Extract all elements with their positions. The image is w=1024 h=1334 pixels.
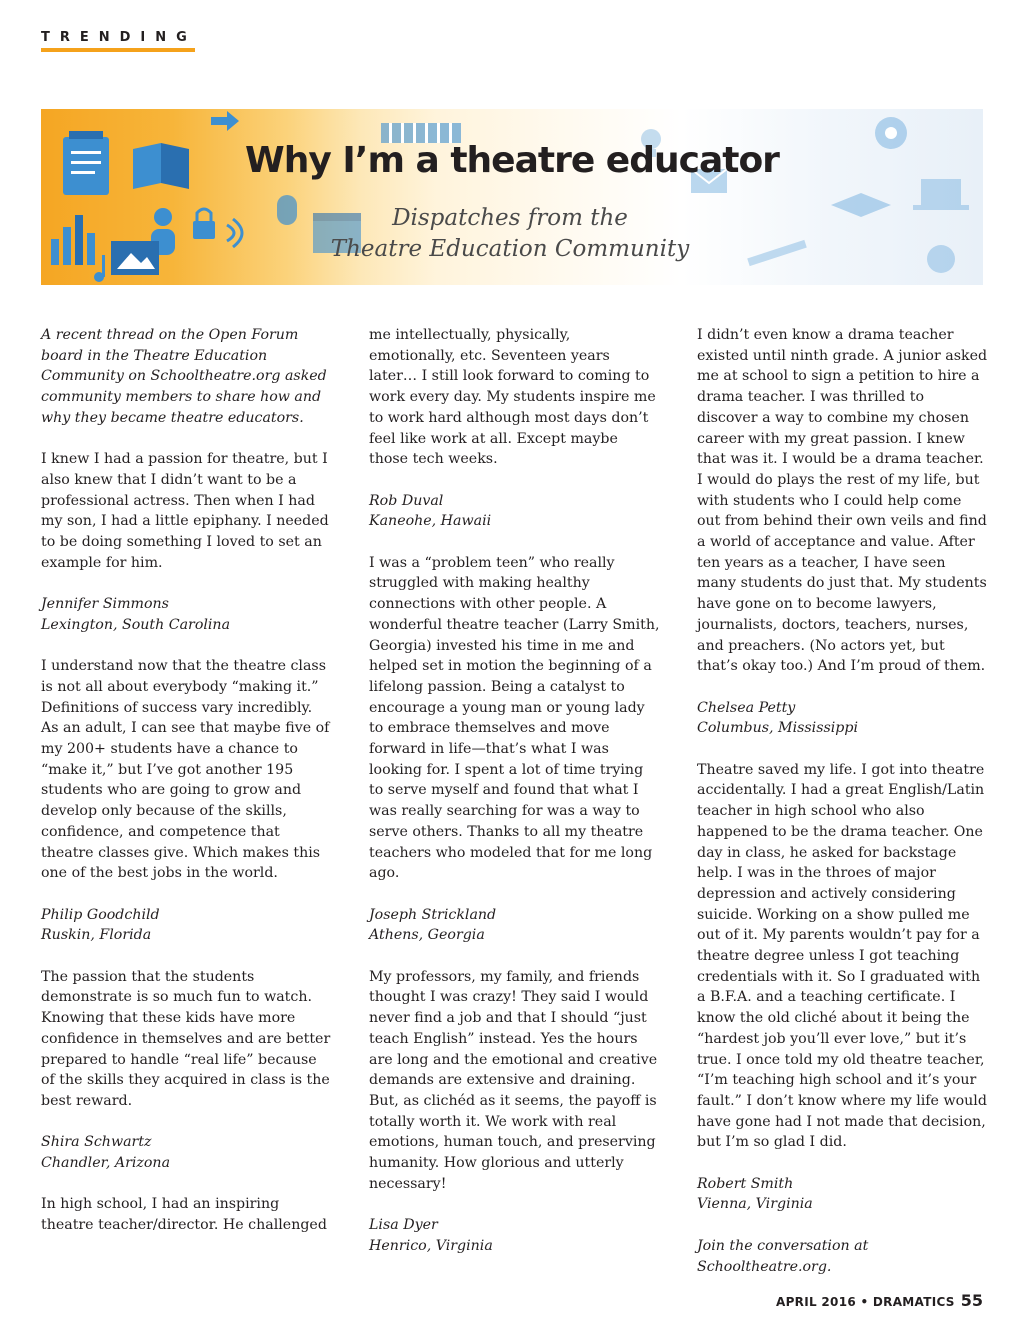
byline-name: Rob Duval [369, 492, 444, 509]
byline-location: Columbus, Mississippi [697, 720, 859, 737]
lock-icon [193, 209, 215, 239]
byline [697, 1174, 989, 1215]
intro-paragraph: A recent thread on the Open Forum board in the Theatre Education Community on Schooltheatre.org asked community members to share how and why they became theatre educators. [41, 327, 327, 426]
byline-location: Henrico, Virginia [369, 1237, 493, 1254]
byline [369, 1215, 661, 1256]
subtitle-line: Dispatches from the [392, 205, 628, 231]
byline-location: Vienna, Virginia [697, 1196, 813, 1213]
body-paragraph: me intellectually, physically, emotionally, etc. Seventeen years later… I still look forward to coming to work every day. My students inspire me to work hard although most days don’t feel like work at all. Except maybe those tech weeks. [369, 327, 656, 468]
body-paragraph: Theatre saved my life. I got into theatre accidentally. I had a great English/Latin teacher in high school who also happened to be the drama teacher. One day in class, he asked for backstage help. I was in the throes of major depression and actively considering suicide. Working on a show pulled me out of it. My parents wouldn’t pay for a theatre degree unless I got teaching credentials with it. So I graduated with a B.F.A. and a teaching certificate. I know the old cliché about it being the “hardest job you’ll ever love,” but it’s true. I once told my old theatre teacher, “I’m teaching high school and it’s your fault.” I don’t know where my life would have gone had I not made that decision, but I’m so glad I did. [697, 761, 987, 1151]
byline-name: Lisa Dyer [369, 1217, 438, 1234]
byline [41, 594, 333, 635]
byline-location: Kaneohe, Hawaii [369, 513, 492, 530]
body-paragraph: In high school, I had an inspiring theatre teacher/director. He challenged [41, 1196, 327, 1234]
subtitle-line: Theatre Education Community [330, 236, 690, 262]
photo-icon [111, 241, 159, 275]
closing-invitation: Join the conversation at Schooltheatre.org. [697, 1237, 869, 1275]
byline [41, 905, 333, 946]
body-paragraph: I understand now that the theatre class is not all about everybody “making it.” Definitions of success vary incredibly. As an adult, I can see that maybe five of my 200+ students have a chance to “make it,” but I’ve got another 195 students who are going to grow and develop only because of the skills, confidence, and competence that theatre classes give. Which makes this one of the best jobs in the world. [41, 658, 330, 882]
chart-icon [51, 215, 95, 265]
byline-name: Joseph Strickland [369, 906, 497, 923]
section-label: TRENDING [41, 30, 197, 45]
byline [697, 698, 989, 739]
article-column-2 [369, 325, 661, 1257]
byline-location: Lexington, South Carolina [41, 616, 231, 633]
music-note-icon [94, 255, 105, 282]
article-column-1 [41, 325, 333, 1236]
byline [41, 1132, 333, 1173]
pencil-icon [747, 240, 807, 266]
body-paragraph: I didn’t even know a drama teacher existed until ninth grade. A junior asked me at school to sign a petition to hire a drama teacher. I was thrilled to discover a way to combine my chosen career with my great passion. I knew that was it. I would be a drama teacher. I would do plays the rest of my life, but with students who I could help come out from behind their own veils and find a world of acceptance and value. After ten years as a teacher, I have seen many students do just that. My students have gone on to become lawyers, journalists, doctors, teachers, nurses, and preachers. (No actors yet, but that’s okay too.) And I’m proud of them. [697, 327, 988, 675]
pie-chart-icon [927, 245, 955, 273]
body-paragraph: I was a “problem teen” who really struggled with making healthy connections with other people. A wonderful theatre teacher (Larry Smith, Georgia) invested his time in me and helped set in motion the beginning of a lifelong passion. Being a catalyst to encourage a young man or young lady to embrace themselves and move forward in life—that’s what I was looking for. I spent a lot of time trying to serve myself and found that what I was really searching for was a way to serve others. Thanks to all my theatre teachers who modeled that for me long ago. [369, 554, 660, 882]
byline-name: Chelsea Petty [697, 699, 796, 716]
page-number: 55 [960, 1291, 983, 1310]
byline-name: Jennifer Simmons [41, 596, 169, 613]
byline [369, 905, 661, 946]
byline [369, 491, 661, 532]
mouse-icon [277, 195, 297, 225]
article-column-3 [697, 325, 989, 1277]
body-paragraph: I knew I had a passion for theatre, but I also knew that I didn’t want to be a professional actress. Then when I had my son, I had a little epiphany. I needed to be doing something I loved to set an example for him. [41, 451, 329, 571]
body-paragraph: The passion that the students demonstrate is so much fun to watch. Knowing that these kids have more confidence in themselves and are better prepared to handle “real life” because of the skills they acquired in class is the best reward. [41, 968, 331, 1109]
byline-location: Ruskin, Florida [41, 927, 152, 944]
byline-name: Robert Smith [697, 1175, 794, 1192]
issue-label: APRIL 2016 • DRAMATICS [775, 1295, 955, 1309]
wifi-icon [227, 219, 242, 247]
body-paragraph: My professors, my family, and friends thought I was crazy! They said I would never find a job and that I should “just teach English” instead. Yes the hours are long and the emotional and creative demands are extensive and draining. But, as clichéd as it seems, the payoff is totally worth it. We work with real emotions, human touch, and preserving humanity. How glorious and utterly necessary! [369, 968, 658, 1192]
byline-location: Chandler, Arizona [41, 1155, 171, 1172]
byline-location: Athens, Georgia [369, 927, 485, 944]
byline-name: Philip Goodchild [41, 906, 160, 923]
byline-name: Shira Schwartz [41, 1134, 152, 1151]
graduation-cap-icon [831, 193, 891, 217]
subtitle [300, 203, 720, 265]
laptop-icon [913, 179, 969, 210]
page-footer [776, 1291, 983, 1310]
page-title: Why I’m a theatre educator [245, 140, 779, 181]
arrow-icon [211, 111, 239, 131]
section-rule [41, 48, 195, 52]
